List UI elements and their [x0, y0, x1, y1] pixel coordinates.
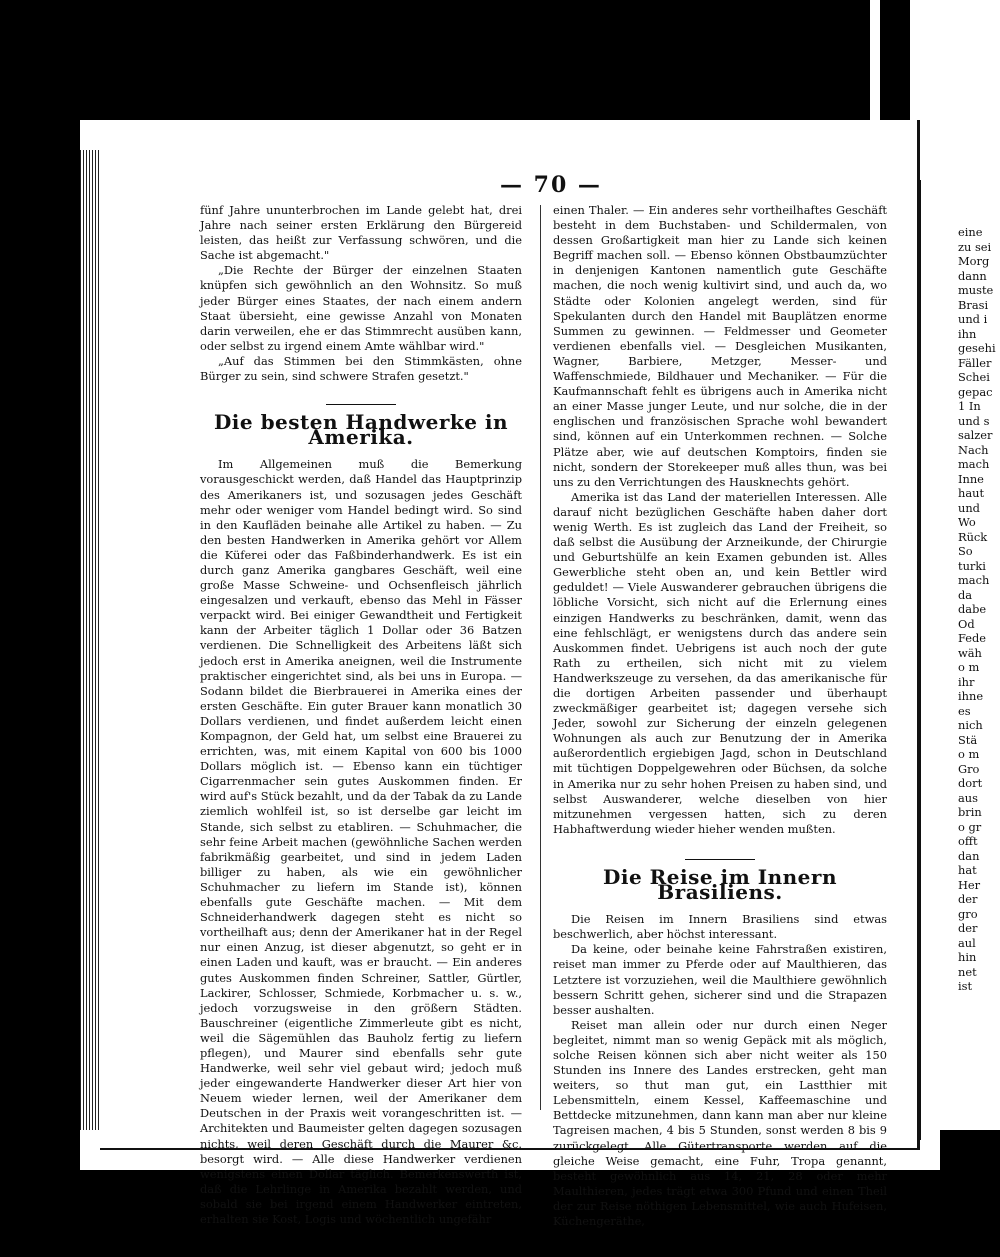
next-page-line: Her: [958, 877, 981, 892]
next-page-line: mach: [958, 457, 990, 471]
next-page-line: muste: [958, 283, 994, 297]
next-page-line: Schei: [958, 370, 990, 384]
paragraph: Die Reisen im Innern Brasiliens sind etwas beschwerlich, aber höchst interessant.: [553, 912, 887, 942]
next-page-edge-text: [958, 225, 1000, 994]
next-page-line: 1 In: [958, 399, 981, 413]
next-page-line: Wo: [958, 515, 976, 529]
scan-left-border: [0, 0, 80, 1257]
paragraph: Da keine, oder beinahe keine Fahrstraßen existiren, reiset man immer zu Pferde oder auf Maulthieren, das Letztere ist vorzuziehen, weil die Maulthiere gewöhnlich bessern Schritt gehen, sicherer sind und die Strapazen besser aushalten.: [553, 942, 887, 1017]
next-page-line: aul: [958, 935, 976, 950]
next-page-line: offt: [958, 834, 978, 848]
next-page-line: gro: [958, 906, 978, 921]
next-page-line: So: [958, 544, 973, 558]
paragraph: „Die Rechte der Bürger der einzelnen Staaten knüpfen sich gewöhnlich an den Wohnsitz. So muß jeder Bürger eines Staates, der nach einem andern Staat übersieht, eine gewisse Anzahl von Monaten darin verweilen, ehe er das Stimmrecht ausüben kann, oder selbst zu irgend einem Amte wählbar wird.": [200, 263, 522, 353]
next-page-line: und s: [958, 413, 990, 428]
next-page-line: Morg: [958, 254, 990, 268]
next-page-line: dort: [958, 776, 983, 790]
left-column: [200, 203, 522, 1227]
column-divider: [540, 205, 541, 1110]
next-page-line: ihne: [958, 689, 984, 703]
next-page-line: Stä: [958, 732, 978, 747]
next-page-line: net: [958, 964, 977, 979]
paragraph: fünf Jahre ununterbrochen im Lande gelebt hat, drei Jahre nach seiner ersten Erklärung den Bürgereid leisten, das heißt zur Verfassung schwören, und die Sache ist abgemacht.": [200, 203, 522, 263]
next-page-line: aus: [958, 790, 978, 805]
scan-top-border: [0, 0, 1000, 120]
next-page-line: turki: [958, 558, 986, 573]
paragraph: Amerika ist das Land der materiellen Interessen. Alle darauf nicht bezüglichen Geschäfte haben daher dort wenig Werth. Es ist zugleich das Land der Freiheit, so daß selbst die Ausübung der Arzneikunde, der Chirurgie und Geburtshülfe an kein Examen gebunden ist. Alles Gewerbliche steht oben an, und kein Bettler wird geduldet! — Viele Auswanderer gebrauchen übrigens die löbliche Vorsicht, sich nicht auf die Erlernung eines einzigen Handwerks zu beschränken, damit, wenn das eine fehlschlägt, er wenigstens durch das andere sein Auskommen findet. Uebrigens ist auch noch der gute Rath zu ertheilen, sich nicht mit zu vielem Handwerkszeuge zu versehen, da das amerikanische für die dortigen Arbeiten passender und überhaupt zweckmäßiger gearbeitet ist; dagegen versehe sich Jeder, sowohl zur Sicherung der einzeln gelegenen Wohnungen als auch zur Benutzung der in Amerika außerordentlich ergiebigen Jagd, schon in Deutschland mit tüchtigen Doppelgewehren oder Büchsen, da solche in Amerika nur zu sehr hohen Preisen zu haben sind, und selbst Auswanderer, welche dieselben von hier mitzunehmen vergessen hatten, sich zu deren Habhaftwerdung wieder hieher wenden mußten.: [553, 489, 887, 836]
next-page-line: Fäller: [958, 355, 992, 370]
next-page-line: o m: [958, 660, 980, 674]
section-heading: Die Reise im Innern Brasiliens.: [603, 864, 837, 905]
book-spine: [918, 180, 921, 1140]
next-page-line: gesehi: [958, 341, 996, 355]
scan-clip-shadow-bottom: [905, 1180, 935, 1257]
next-page-line: wäh: [958, 645, 982, 660]
next-page-line: Gro: [958, 761, 980, 776]
next-page-line: da: [958, 587, 973, 602]
next-page-line: ihr: [958, 674, 975, 689]
next-page-line: der: [958, 921, 978, 935]
paragraph: „Auf das Stimmen bei den Stimmkästen, ohne Bürger zu sein, sind schwere Strafen gesetzt.": [200, 353, 522, 384]
next-page-line: gepac: [958, 384, 993, 399]
next-page-line: nich: [958, 718, 983, 732]
next-page-line: hat: [958, 863, 977, 877]
next-page-line: mach: [958, 573, 990, 587]
next-page-line: dabe: [958, 602, 987, 616]
paragraph: einen Thaler. — Ein anderes sehr vortheilhaftes Geschäft besteht in dem Buchstaben- und Schildermalen, von dessen Großartigkeit man hier zu Lande sich keinen Begriff machen soll. — Ebenso können Obstbaumzüchter in denjenigen Kantonen namentlich gute Geschäfte machen, die noch wenig kultivirt sind, und auch da, wo Städte oder Kolonien angelegt werden, sind für Spekulanten durch den Handel mit Bauplätzen enorme Summen zu gewinnen. — Feldmesser und Geometer verdienen ebenfalls viel. — Desgleichen Musikanten, Wagner, Barbiere, Metzger, Messer- und Waffenschmiede, Bildhauer und Mechaniker. — Für die Kaufmannschaft fehlt es übrigens auch in Amerika nicht an einer Masse junger Leute, und nur solche, die in der englischen und französischen Sprache wohl bewandert sind, können auf ein Unterkommen rechnen. — Solche Plätze aber, wie auf deutschen Komptoirs, finden sie nicht, sondern der Storekeeper muß alles thun, was bei uns zu den Verrichtungen des Hausknechts gehört.: [553, 203, 887, 489]
next-page-line: salzer: [958, 428, 993, 442]
next-page-line: es: [958, 703, 971, 718]
next-page-line: haut: [958, 486, 985, 500]
book-page-edges: [80, 150, 100, 1130]
next-page-line: brin: [958, 805, 982, 819]
next-page-line: Nach: [958, 442, 989, 457]
right-column: [553, 203, 887, 1229]
paragraph: Reiset man allein oder nur durch einen Neger begleitet, nimmt man so wenig Gepäck mit als möglich, solche Reisen können sich aber nicht weiter als 150 Stunden ins Innere des Landes erstrecken, geht man weiters, so thut man gut, ein Lastthier mit Lebensmitteln, einem Kessel, Kaffeemaschine und Bettdecke mitzunehmen, dann kann man aber nur kleine Tagreisen machen, 4 bis 5 Stunden, sonst werden 8 bis 9 zurückgelegt. Alle Gütertransporte werden auf die gleiche Weise gemacht, eine Fuhr, Tropa genannt, besteht gewöhnlich aus 14, 21, 28 oder mehr Maulthieren, jedes trägt etwa 300 Pfund und einen Theil der zur Reise nöthigen Lebensmittel, wie auch Hufeisen, Küchengeräthe,: [553, 1017, 887, 1228]
next-page-line: eine: [958, 225, 983, 239]
next-page-line: ihn: [958, 326, 977, 341]
section-heading: Die besten Handwerke in Amerika.: [213, 410, 509, 450]
next-page-line: und i: [958, 312, 988, 326]
paragraph: Im Allgemeinen muß die Bemerkung vorausgeschickt werden, daß Handel das Hauptprinzip des Amerikaners ist, und sozusagen jedes Geschäft mehr oder weniger vom Handel bedingt wird. So sind in den Kaufläden beinahe alle Artikel zu haben. — Zu den besten Handwerken in Amerika gehört vor Allem die Küferei oder das Faßbinderhandwerk. Es ist ein durch ganz Amerika gangbares Geschäft, weil eine große Masse Schweine- und Ochsenfleisch jährlich eingesalzen und verkauft, ebenso das Mehl in Fässer verpackt wird. Bei einiger Gewandtheit und Fertigkeit kann der Arbeiter täglich 1 Dollar oder 36 Batzen verdienen. Die Schnelligkeit des Arbeitens läßt sich jedoch erst in Amerika aneignen, weil die Instrumente praktischer eingerichtet sind, als bei uns in Europa. — Sodann bildet die Bierbrauerei in Amerika eines der ersten Geschäfte. Ein guter Brauer kann monatlich 30 Dollars verdienen, und findet außerdem leicht einen Kompagnon, der Geld hat, um selbst eine Brauerei zu errichten, was, mit einem Kapital von 600 bis 1000 Dollars möglich ist. — Ebenso kann ein tüchtiger Cigarrenmacher sein gutes Auskommen finden. Er wird auf's Stück bezahlt, und da der Tabak da zu Lande ziemlich wohlfeil ist, so ist derselbe gar leicht im Stande, sich selbst zu etabliren. — Schuhmacher, die sehr feine Arbeit machen (gewöhnliche Sachen werden fabrikmäßig gearbeitet, und sind in jedem Laden billiger zu haben, als wie ein gewöhnlicher Schuhmacher zu liefern im Stande ist), können ebenfalls gute Geschäfte machen. — Mit dem Schneiderhandwerk dagegen steht es nicht so vortheilhaft aus; denn der Amerikaner hat in der Regel nur einen Anzug, ist dieser abgenutzt, so geht er in einen Laden und kauft, was er braucht. — Ein anderes gutes Auskommen finden Schreiner, Sattler, Gürtler, Lackirer, Schlosser, Schmiede, Korbmacher u. s. w., jedoch vorzugsweise in den größern Städten. Bauschreiner (eigentliche Zimmerleute gibt es nicht, weil die Sägemühlen das Bauholz fertig zu liefern pflegen), und Maurer sind ebenfalls sehr gute Handwerke, weil sehr viel gebaut wird; jedoch muß jeder eingewanderte Handwerker dieser Art hier von Neuem wieder lernen, weil der Amerikaner dem Deutschen in der Praxis weit vorangeschritten ist. — Architekten und Baumeister gelten dagegen sozusagen nichts, weil deren Geschäft durch die Maurer &c. besorgt wird. — Alle diese Handwerker verdienen wenigstens einen Dollar täglich. Bemerkenswerth ist, daß die Lehrlinge in Amerika bezahlt werden, und sobald sie bei irgend einem Handwerker eintreten, erhalten sie Kost, Logis und wöchentlich ungefähr: [200, 457, 522, 1226]
next-page-line: zu sei: [958, 239, 992, 254]
next-page-line: o gr: [958, 819, 982, 834]
next-page-line: dan: [958, 848, 980, 863]
next-page-line: Rück: [958, 529, 988, 544]
next-page-line: der: [958, 892, 978, 906]
next-page-line: Inne: [958, 471, 984, 486]
next-page-line: ist: [958, 979, 973, 993]
next-page-line: o m: [958, 747, 980, 761]
next-page-line: und: [958, 500, 980, 515]
next-page-line: dann: [958, 268, 987, 283]
next-page-line: Od: [958, 616, 975, 631]
next-page-line: hin: [958, 950, 977, 964]
page-number: — 70 —: [500, 172, 602, 198]
next-page-line: Brasi: [958, 297, 989, 312]
next-page-line: Fede: [958, 631, 987, 645]
section-divider: [685, 859, 755, 860]
section-divider: [326, 404, 396, 405]
